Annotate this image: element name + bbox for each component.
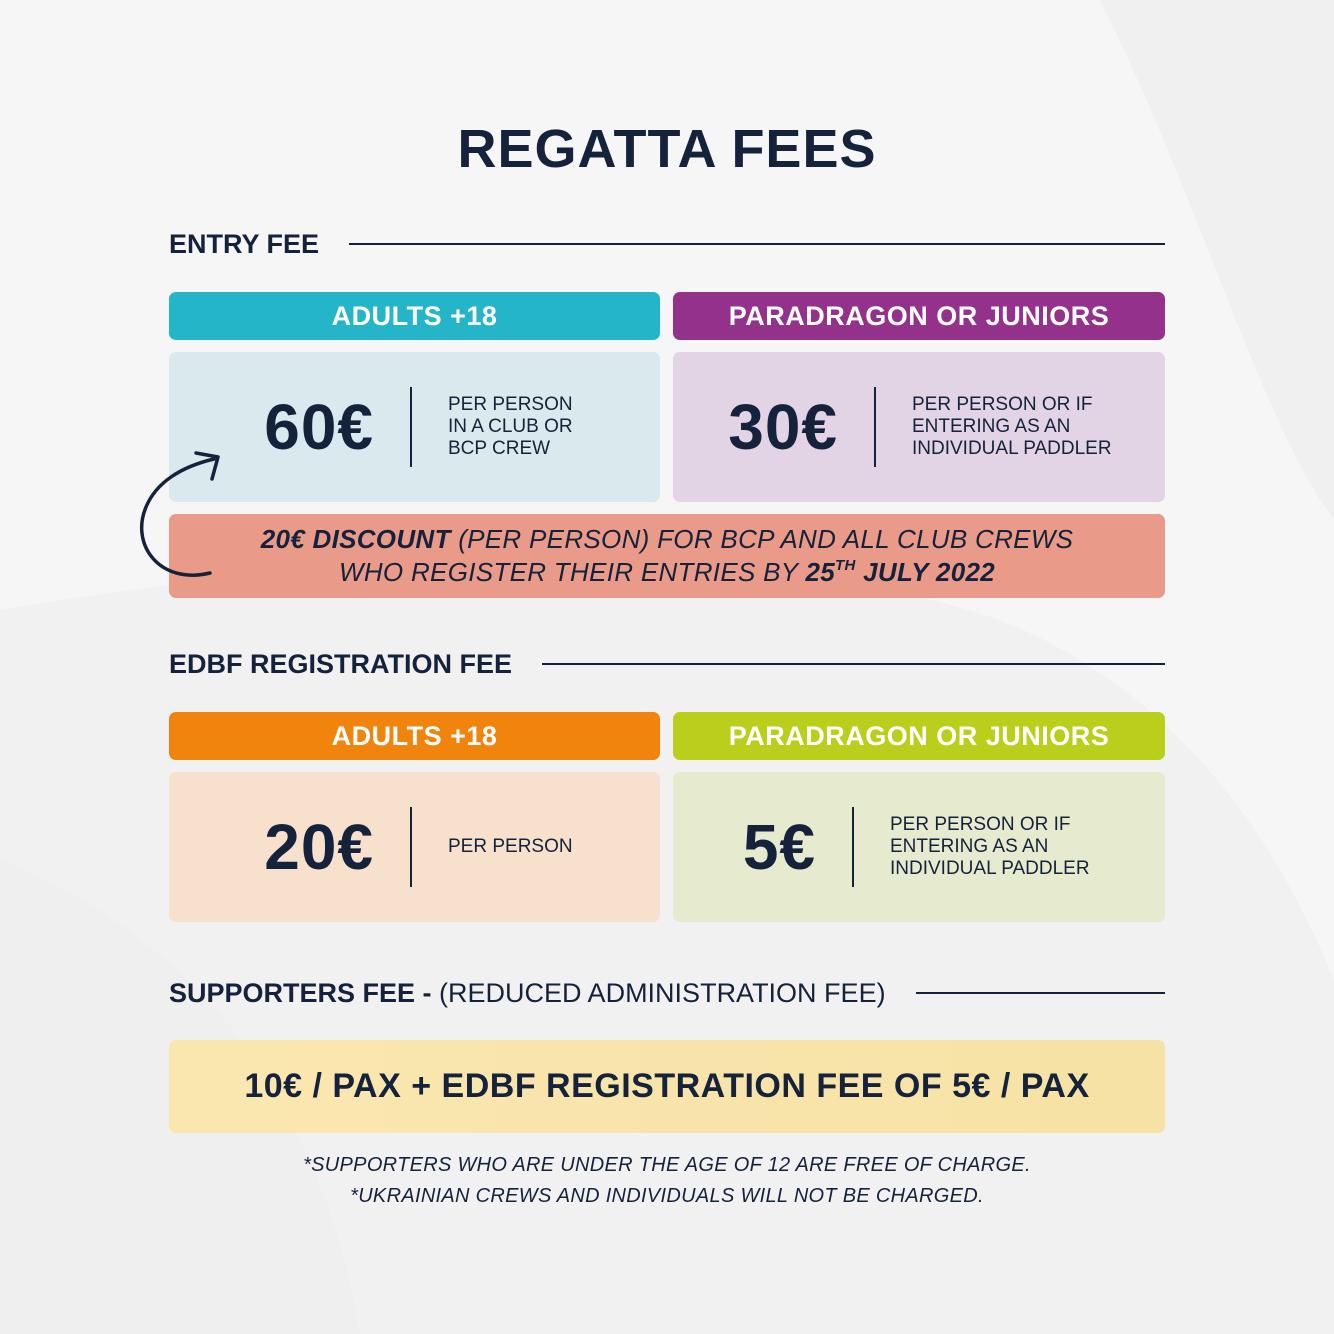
supporters-amount-2: 5€ [952, 1067, 991, 1105]
desc-line: INDIVIDUAL PADDLER [890, 858, 1090, 879]
edbf-adults-header: ADULTS +18 [169, 712, 660, 760]
supporters-middle-text: / PAX + EDBF REGISTRATION FEE OF [302, 1067, 953, 1105]
discount-date: JULY 2022 [855, 557, 995, 587]
discount-day: 25 [805, 557, 836, 587]
edbf-paradragon-card [673, 772, 1165, 922]
page-title: REGATTA FEES [457, 119, 877, 179]
edbf-paradragon-description [890, 814, 1090, 880]
curved-arrow-icon [130, 445, 230, 585]
supporters-amount-1: 10€ [244, 1067, 303, 1105]
desc-line: PER PERSON OR IF [912, 394, 1093, 415]
edbf-fee-heading: EDBF REGISTRATION FEE [169, 648, 513, 679]
section-divider-line [349, 243, 1165, 245]
discount-ordinal: TH [835, 557, 856, 574]
edbf-fee-section-heading [169, 644, 1165, 684]
footnote-under-12: *SUPPORTERS WHO ARE UNDER THE AGE OF 12 ARE FREE OF CHARGE. [303, 1154, 1031, 1176]
supporters-fee-box [169, 1040, 1165, 1133]
desc-line: PER PERSON OR IF [890, 814, 1071, 835]
supporters-fee-heading [169, 978, 886, 1009]
discount-amount: 20€ DISCOUNT [260, 524, 451, 554]
edbf-paradragon-price: 5€ [742, 811, 816, 883]
desc-line: PER PERSON [448, 836, 573, 857]
entry-paradragon-price: 30€ [728, 391, 838, 463]
edbf-adults-description [448, 836, 573, 858]
price-divider [410, 387, 412, 467]
supporters-heading-light: (REDUCED ADMINISTRATION FEE) [431, 977, 886, 1008]
entry-paradragon-card [673, 352, 1165, 502]
entry-paradragon-header: PARADRAGON OR JUNIORS [673, 292, 1165, 340]
discount-line-1-text: (PER PERSON) FOR BCP AND ALL CLUB CREWS [450, 524, 1074, 554]
supporters-end-text: / PAX [990, 1067, 1090, 1105]
supporters-heading-bold: SUPPORTERS FEE - [169, 977, 432, 1008]
entry-adults-header: ADULTS +18 [169, 292, 660, 340]
discount-line-2 [339, 556, 995, 589]
edbf-paradragon-header: PARADRAGON OR JUNIORS [673, 712, 1165, 760]
discount-banner [169, 514, 1165, 598]
section-divider-line [542, 663, 1165, 665]
entry-adults-card [169, 352, 660, 502]
entry-adults-description [448, 394, 573, 460]
desc-line: IN A CLUB OR [448, 416, 573, 437]
desc-line: INDIVIDUAL PADDLER [912, 438, 1112, 459]
desc-line: ENTERING AS AN [912, 416, 1071, 437]
price-divider [410, 807, 412, 887]
entry-fee-section-heading [169, 224, 1165, 264]
edbf-adults-price: 20€ [264, 811, 374, 883]
desc-line: PER PERSON [448, 394, 573, 415]
discount-line-1 [261, 523, 1074, 556]
discount-line-2-text: WHO REGISTER THEIR ENTRIES BY [339, 557, 806, 587]
desc-line: ENTERING AS AN [890, 836, 1049, 857]
desc-line: BCP CREW [448, 438, 551, 459]
section-divider-line [916, 992, 1165, 994]
price-divider [874, 387, 876, 467]
price-divider [852, 807, 854, 887]
supporters-fee-section-heading [169, 973, 1165, 1013]
footnote-ukrainian: *UKRAINIAN CREWS AND INDIVIDUALS WILL NOT BE CHARGED. [350, 1185, 984, 1207]
entry-adults-price: 60€ [264, 391, 374, 463]
entry-paradragon-description [912, 394, 1112, 460]
entry-fee-heading: ENTRY FEE [169, 228, 320, 259]
edbf-adults-card [169, 772, 660, 922]
